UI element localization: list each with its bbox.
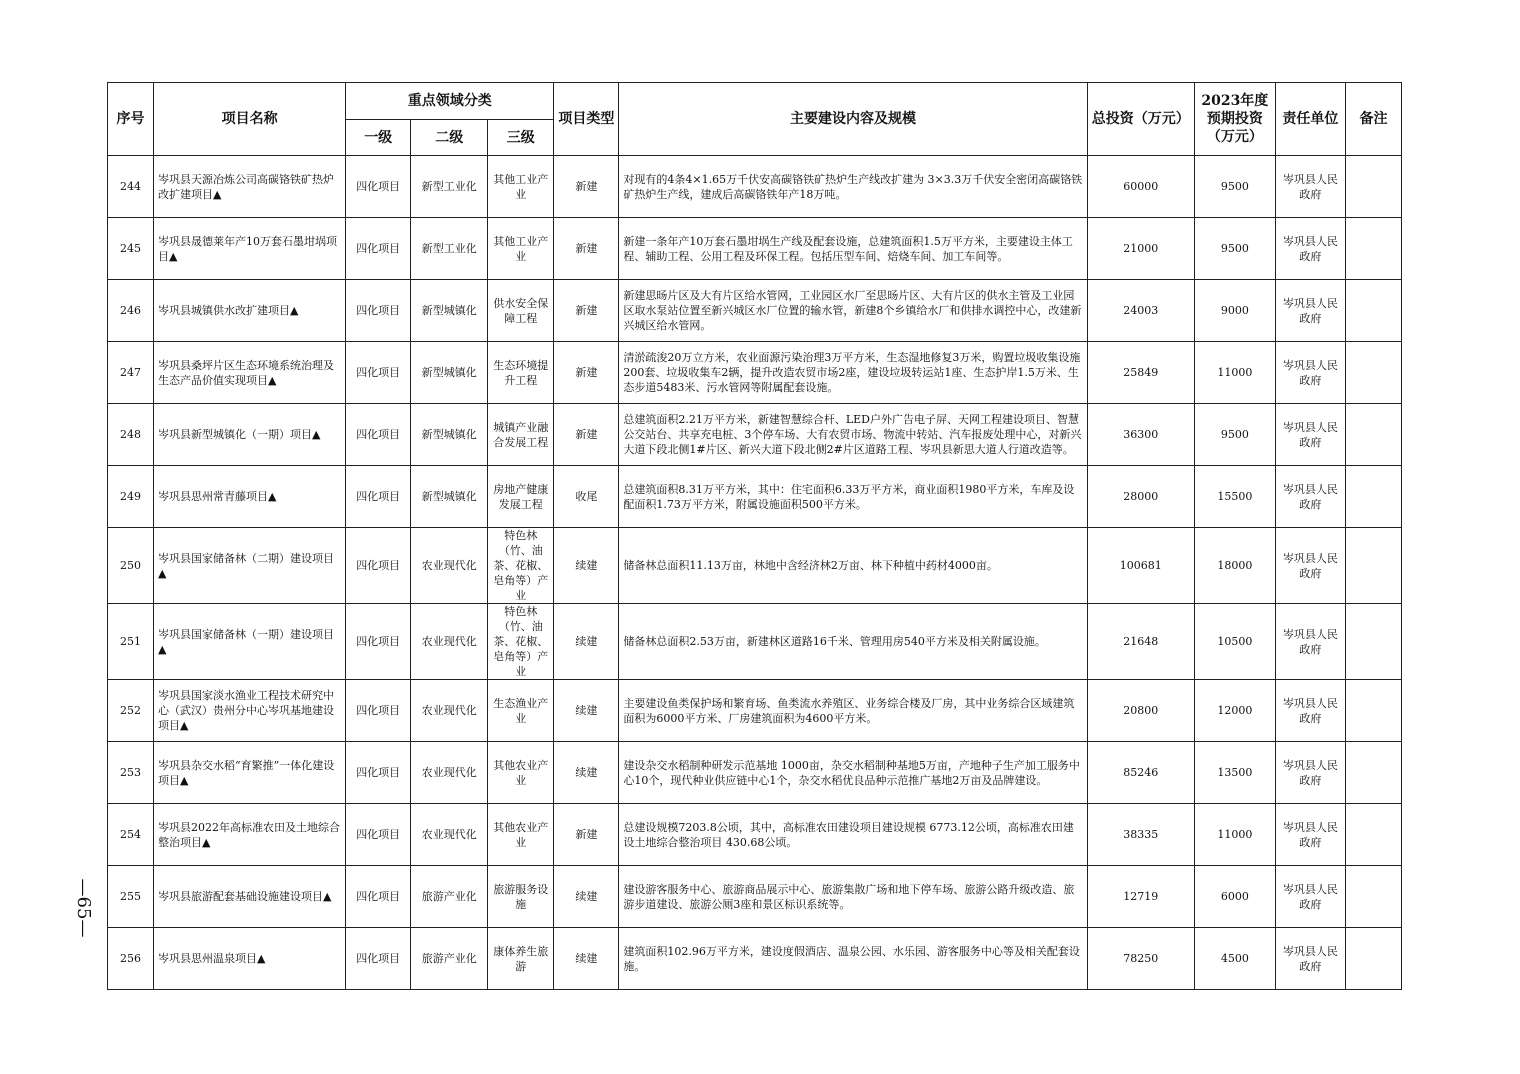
cell-content: 储备林总面积11.13万亩，林地中含经济林2万亩、林下种植中药材4000亩。: [619, 528, 1087, 604]
table-body: [108, 156, 1402, 990]
cell-project-name: 岑巩县新型城镇化（一期）项目▲: [154, 404, 346, 466]
header-unit: 责任单位: [1275, 83, 1345, 156]
cell-project-name: 岑巩县旅游配套基础设施建设项目▲: [154, 866, 346, 928]
page-number: —65—: [73, 878, 95, 938]
cell-level3: 房地产健康发展工程: [488, 466, 554, 528]
cell-expected: 11000: [1194, 342, 1275, 404]
cell-project-name: 岑巩县晟德莱年产10万套石墨坩埚项目▲: [154, 218, 346, 280]
cell-remark: [1345, 604, 1401, 680]
cell-total: 24003: [1087, 280, 1194, 342]
cell-level2: 农业现代化: [411, 804, 488, 866]
cell-level3: 城镇产业融合发展工程: [488, 404, 554, 466]
cell-type: 新建: [554, 218, 619, 280]
cell-project-name: 岑巩县城镇供水改扩建项目▲: [154, 280, 346, 342]
header-name: 项目名称: [154, 83, 346, 156]
cell-type: 新建: [554, 804, 619, 866]
cell-content: 总建筑面积2.21万平方米，新建智慧综合杆、LED户外广告电子屏、天网工程建设项目、智慧公交站台、共享充电桩、3个停车场、大有农贸市场、物流中转站、汽车报废处理中心，对新兴大道下段北侧1#片区、新兴大道下段北侧2#片区道路工程、岑巩县新思大道人行道改造等。: [619, 404, 1087, 466]
cell-type: 续建: [554, 928, 619, 990]
header-expected: 2023年度预期投资（万元）: [1194, 83, 1275, 156]
cell-unit: 岑巩县人民政府: [1275, 928, 1345, 990]
cell-remark: [1345, 742, 1401, 804]
table-row: [108, 604, 1402, 680]
cell-no: 250: [108, 528, 154, 604]
cell-level1: 四化项目: [346, 528, 411, 604]
cell-level1: 四化项目: [346, 156, 411, 218]
cell-unit: 岑巩县人民政府: [1275, 604, 1345, 680]
cell-no: 252: [108, 680, 154, 742]
cell-level3: 康体养生旅游: [488, 928, 554, 990]
cell-level1: 四化项目: [346, 866, 411, 928]
header-content: 主要建设内容及规模: [619, 83, 1087, 156]
cell-remark: [1345, 680, 1401, 742]
cell-total: 25849: [1087, 342, 1194, 404]
cell-level2: 农业现代化: [411, 528, 488, 604]
cell-level3: 生态渔业产业: [488, 680, 554, 742]
cell-total: 12719: [1087, 866, 1194, 928]
cell-level2: 农业现代化: [411, 680, 488, 742]
cell-level2: 农业现代化: [411, 604, 488, 680]
cell-remark: [1345, 342, 1401, 404]
cell-unit: 岑巩县人民政府: [1275, 680, 1345, 742]
cell-unit: 岑巩县人民政府: [1275, 742, 1345, 804]
cell-level2: 新型工业化: [411, 218, 488, 280]
cell-project-name: 岑巩县2022年高标准农田及土地综合整治项目▲: [154, 804, 346, 866]
cell-no: 251: [108, 604, 154, 680]
cell-type: 续建: [554, 680, 619, 742]
cell-expected: 10500: [1194, 604, 1275, 680]
cell-expected: 12000: [1194, 680, 1275, 742]
cell-level3: 旅游服务设施: [488, 866, 554, 928]
cell-content: 对现有的4条4×1.65万千伏安高碳铬铁矿热炉生产线改扩建为 3×3.3万千伏安全密闭高碳铬铁矿热炉生产线，建成后高碳铬铁年产18万吨。: [619, 156, 1087, 218]
cell-level1: 四化项目: [346, 680, 411, 742]
cell-total: 38335: [1087, 804, 1194, 866]
cell-unit: 岑巩县人民政府: [1275, 404, 1345, 466]
cell-expected: 15500: [1194, 466, 1275, 528]
cell-level1: 四化项目: [346, 928, 411, 990]
cell-total: 21648: [1087, 604, 1194, 680]
cell-type: 新建: [554, 280, 619, 342]
cell-level1: 四化项目: [346, 742, 411, 804]
header-type: 项目类型: [554, 83, 619, 156]
cell-level1: 四化项目: [346, 604, 411, 680]
header-domain: 重点领域分类: [346, 83, 554, 120]
cell-type: 续建: [554, 742, 619, 804]
cell-total: 100681: [1087, 528, 1194, 604]
cell-expected: 6000: [1194, 866, 1275, 928]
cell-expected: 4500: [1194, 928, 1275, 990]
cell-expected: 9000: [1194, 280, 1275, 342]
cell-type: 新建: [554, 342, 619, 404]
table-row: [108, 680, 1402, 742]
table-row: [108, 342, 1402, 404]
table-row: [108, 280, 1402, 342]
cell-remark: [1345, 218, 1401, 280]
cell-unit: 岑巩县人民政府: [1275, 466, 1345, 528]
cell-no: 246: [108, 280, 154, 342]
cell-total: 20800: [1087, 680, 1194, 742]
header-level1: 一级: [346, 120, 411, 156]
cell-level3: 其他工业产业: [488, 156, 554, 218]
cell-total: 85246: [1087, 742, 1194, 804]
cell-project-name: 岑巩县国家储备林（二期）建设项目▲: [154, 528, 346, 604]
cell-level1: 四化项目: [346, 280, 411, 342]
cell-level3: 其他工业产业: [488, 218, 554, 280]
cell-unit: 岑巩县人民政府: [1275, 156, 1345, 218]
cell-no: 249: [108, 466, 154, 528]
header-remark: 备注: [1345, 83, 1401, 156]
cell-content: 总建设规模7203.8公顷，其中，高标准农田建设项目建设规模 6773.12公顷，高标准农田建设土地综合整治项目 430.68公顷。: [619, 804, 1087, 866]
cell-level3: 特色林（竹、油茶、花椒、皂角等）产业: [488, 528, 554, 604]
cell-no: 244: [108, 156, 154, 218]
cell-level2: 农业现代化: [411, 742, 488, 804]
cell-level3: 供水安全保障工程: [488, 280, 554, 342]
cell-type: 新建: [554, 156, 619, 218]
cell-content: 清淤疏浚20万立方米，农业面源污染治理3万平方米，生态湿地修复3万米，购置垃圾收集设施200套、垃圾收集车2辆，提升改造农贸市场2座，建设垃圾转运站1座、生态护岸1.5万米、生态步道5483米、污水管网等附属配套设施。: [619, 342, 1087, 404]
table-row: [108, 866, 1402, 928]
cell-content: 建筑面积102.96万平方米，建设度假酒店、温泉公园、水乐园、游客服务中心等及相关配套设施。: [619, 928, 1087, 990]
cell-level2: 新型城镇化: [411, 404, 488, 466]
cell-no: 245: [108, 218, 154, 280]
cell-content: 储备林总面积2.53万亩，新建林区道路16千米、管理用房540平方米及相关附属设施。: [619, 604, 1087, 680]
table-row: [108, 404, 1402, 466]
cell-type: 续建: [554, 528, 619, 604]
cell-level2: 新型工业化: [411, 156, 488, 218]
cell-remark: [1345, 928, 1401, 990]
cell-type: 续建: [554, 604, 619, 680]
cell-content: 主要建设鱼类保护场和繁育场、鱼类流水养殖区、业务综合楼及厂房，其中业务综合区域建筑面积为6000平方米、厂房建筑面积为4600平方米。: [619, 680, 1087, 742]
table-row: [108, 804, 1402, 866]
cell-unit: 岑巩县人民政府: [1275, 280, 1345, 342]
cell-no: 253: [108, 742, 154, 804]
cell-unit: 岑巩县人民政府: [1275, 218, 1345, 280]
cell-project-name: 岑巩县天源冶炼公司高碳铬铁矿热炉改扩建项目▲: [154, 156, 346, 218]
cell-type: 新建: [554, 404, 619, 466]
cell-remark: [1345, 804, 1401, 866]
cell-level3: 特色林（竹、油茶、花椒、皂角等）产业: [488, 604, 554, 680]
cell-total: 36300: [1087, 404, 1194, 466]
cell-expected: 18000: [1194, 528, 1275, 604]
cell-total: 60000: [1087, 156, 1194, 218]
cell-type: 收尾: [554, 466, 619, 528]
cell-level2: 旅游产业化: [411, 866, 488, 928]
cell-remark: [1345, 466, 1401, 528]
cell-expected: 9500: [1194, 218, 1275, 280]
cell-content: 建设游客服务中心、旅游商品展示中心、旅游集散广场和地下停车场、旅游公路升级改造、旅游步道建设、旅游公厕3座和景区标识系统等。: [619, 866, 1087, 928]
cell-content: 新建一条年产10万套石墨坩埚生产线及配套设施，总建筑面积1.5万平方米，主要建设主体工程、辅助工程、公用工程及环保工程。包括压型车间、焙烧车间、加工车间等。: [619, 218, 1087, 280]
table-row: [108, 742, 1402, 804]
cell-level2: 新型城镇化: [411, 342, 488, 404]
cell-expected: 11000: [1194, 804, 1275, 866]
cell-expected: 9500: [1194, 156, 1275, 218]
cell-remark: [1345, 280, 1401, 342]
table-row: [108, 218, 1402, 280]
cell-project-name: 岑巩县思州温泉项目▲: [154, 928, 346, 990]
cell-expected: 9500: [1194, 404, 1275, 466]
cell-content: 新建思旸片区及大有片区给水管网，工业园区水厂至思旸片区、大有片区的供水主管及工业园区取水泵站位置至新兴城区水厂位置的输水管，新建8个乡镇给水厂和供排水调控中心，改建新兴城区给水管网。: [619, 280, 1087, 342]
cell-project-name: 岑巩县杂交水稻“育繁推”一体化建设项目▲: [154, 742, 346, 804]
cell-remark: [1345, 404, 1401, 466]
cell-project-name: 岑巩县国家储备林（一期）建设项目▲: [154, 604, 346, 680]
cell-unit: 岑巩县人民政府: [1275, 342, 1345, 404]
cell-level1: 四化项目: [346, 404, 411, 466]
cell-remark: [1345, 866, 1401, 928]
cell-unit: 岑巩县人民政府: [1275, 528, 1345, 604]
cell-unit: 岑巩县人民政府: [1275, 866, 1345, 928]
header-no: 序号: [108, 83, 154, 156]
cell-content: 建设杂交水稻制种研发示范基地 1000亩，杂交水稻制种基地5万亩，产地种子生产加工服务中心10个，现代种业供应链中心1个，杂交水稻优良品种示范推广基地2万亩及品牌建设。: [619, 742, 1087, 804]
cell-type: 续建: [554, 866, 619, 928]
cell-project-name: 岑巩县桑坪片区生态环境系统治理及生态产品价值实现项目▲: [154, 342, 346, 404]
cell-project-name: 岑巩县国家淡水渔业工程技术研究中心（武汉）贵州分中心岑巩基地建设项目▲: [154, 680, 346, 742]
header-level3: 三级: [488, 120, 554, 156]
cell-project-name: 岑巩县思州常青藤项目▲: [154, 466, 346, 528]
cell-level3: 其他农业产业: [488, 804, 554, 866]
cell-no: 254: [108, 804, 154, 866]
table-row: [108, 928, 1402, 990]
table-row: [108, 528, 1402, 604]
cell-level2: 新型城镇化: [411, 466, 488, 528]
cell-content: 总建筑面积8.31万平方米，其中：住宅面积6.33万平方米，商业面积1980平方米，车库及设配面积1.73万平方米，附属设施面积500平方米。: [619, 466, 1087, 528]
cell-level1: 四化项目: [346, 466, 411, 528]
cell-no: 248: [108, 404, 154, 466]
cell-unit: 岑巩县人民政府: [1275, 804, 1345, 866]
cell-no: 247: [108, 342, 154, 404]
project-table: [107, 82, 1402, 990]
table-row: [108, 466, 1402, 528]
cell-level1: 四化项目: [346, 342, 411, 404]
cell-remark: [1345, 156, 1401, 218]
cell-total: 28000: [1087, 466, 1194, 528]
table-row: [108, 156, 1402, 218]
cell-level2: 新型城镇化: [411, 280, 488, 342]
header-level2: 二级: [411, 120, 488, 156]
cell-level1: 四化项目: [346, 804, 411, 866]
cell-no: 255: [108, 866, 154, 928]
cell-total: 21000: [1087, 218, 1194, 280]
cell-total: 78250: [1087, 928, 1194, 990]
cell-level2: 旅游产业化: [411, 928, 488, 990]
cell-level3: 生态环境提升工程: [488, 342, 554, 404]
cell-expected: 13500: [1194, 742, 1275, 804]
cell-level3: 其他农业产业: [488, 742, 554, 804]
cell-remark: [1345, 528, 1401, 604]
cell-level1: 四化项目: [346, 218, 411, 280]
cell-no: 256: [108, 928, 154, 990]
header-total: 总投资（万元）: [1087, 83, 1194, 156]
